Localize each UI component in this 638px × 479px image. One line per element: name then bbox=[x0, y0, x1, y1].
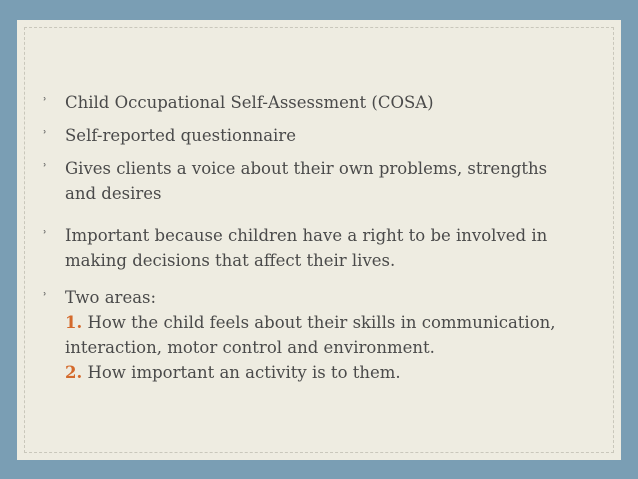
bullet-item bbox=[43, 223, 595, 273]
bullet-text: Important because children have a right to be involved in bbox=[65, 226, 548, 245]
bullet-text: Two areas: bbox=[65, 288, 157, 307]
bullet-item bbox=[43, 156, 595, 206]
numbered-text: How important an activity is to them. bbox=[87, 363, 401, 382]
bullet-item bbox=[43, 90, 595, 115]
bullet-text: making decisions that affect their lives. bbox=[65, 251, 396, 270]
numbered-item bbox=[65, 360, 595, 385]
item-number: 1. bbox=[65, 313, 83, 332]
bullet-icon: ʾ bbox=[43, 291, 47, 306]
numbered-text: interaction, motor control and environment. bbox=[65, 338, 435, 357]
numbered-text: How the child feels about their skills in communication, bbox=[87, 313, 556, 332]
bullet-item bbox=[43, 285, 595, 385]
bullet-icon: ʾ bbox=[43, 96, 47, 111]
bullet-item bbox=[43, 123, 595, 148]
numbered-item bbox=[65, 310, 595, 335]
bullet-icon: ʾ bbox=[43, 229, 47, 244]
slide-card bbox=[17, 20, 621, 460]
bullet-text: and desires bbox=[65, 184, 162, 203]
bullet-text: Child Occupational Self-Assessment (COSA) bbox=[65, 93, 434, 112]
bullet-text: Gives clients a voice about their own problems, strengths bbox=[65, 159, 548, 178]
item-number: 2. bbox=[65, 363, 83, 382]
bullet-icon: ʾ bbox=[43, 162, 47, 177]
bullet-icon: ʾ bbox=[43, 129, 47, 144]
bullet-text: Self-reported questionnaire bbox=[65, 126, 296, 145]
